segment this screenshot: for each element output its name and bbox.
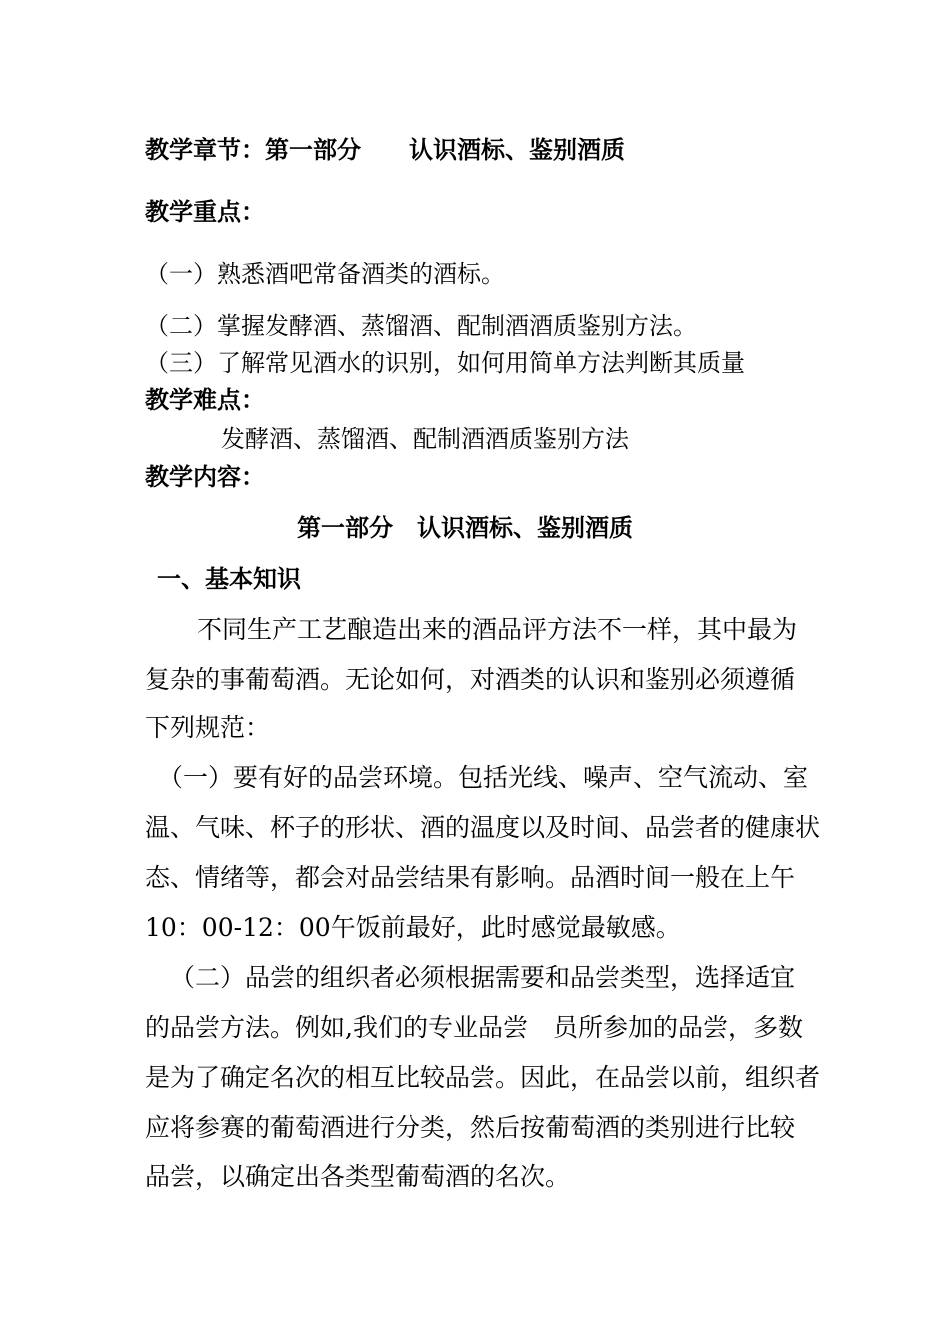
para1-line-1: （一）要有好的品尝环境。包括光线、噪声、空气流动、室 [158,763,809,792]
key-point-2: （二）掌握发酵酒、蒸馏酒、配制酒酒质鉴别方法。 [145,312,697,340]
para2-line-3: 是为了确定名次的相互比较品尝。因此，在品尝以前，组织者 [145,1063,821,1092]
key-point-3: （三）了解常见酒水的识别，如何用简单方法判断其质量 [145,349,745,377]
para2-line-5: 品尝，以确定出各类型葡萄酒的名次。 [145,1162,571,1191]
intro-line-1: 不同生产工艺酿造出来的酒品评方法不一样，其中最为 [197,615,798,644]
intro-line-2: 复杂的事葡萄酒。无论如何，对酒类的认识和鉴别必须遵循 [145,665,796,694]
section-title: 第一部分 认识酒标、鉴别酒质 [297,513,633,542]
key-points-label: 教学重点： [145,197,265,226]
intro-line-3: 下列规范： [145,713,271,742]
para2-line-4: 应将参赛的葡萄酒进行分类，然后按葡萄酒的类别进行比较 [145,1113,796,1142]
difficulty-label: 教学难点： [145,385,265,414]
difficulty-text: 发酵酒、蒸馏酒、配制酒酒质鉴别方法 [221,425,629,453]
content-label: 教学内容： [145,462,265,491]
para1-line-3: 态、情绪等，都会对品尝结果有影响。品酒时间一般在上午 [145,863,796,892]
para1-line-4: 10：00-12：00午饭前最好，此时感觉最敏感。 [145,913,681,942]
chapter-heading: 教学章节：第一部分 认识酒标、鉴别酒质 [145,135,625,164]
para2-line-1: （二）品尝的组织者必须根据需要和品尝类型，选择适宜 [170,963,796,992]
key-point-1: （一）熟悉酒吧常备酒类的酒标。 [145,260,505,288]
para2-line-2: 的品尝方法。例如,我们的专业品尝 员所参加的品尝，多数 [145,1013,803,1042]
subsection-title: 一、基本知识 [157,564,301,593]
para1-line-2: 温、气味、杯子的形状、酒的温度以及时间、品尝者的健康状 [145,813,821,842]
